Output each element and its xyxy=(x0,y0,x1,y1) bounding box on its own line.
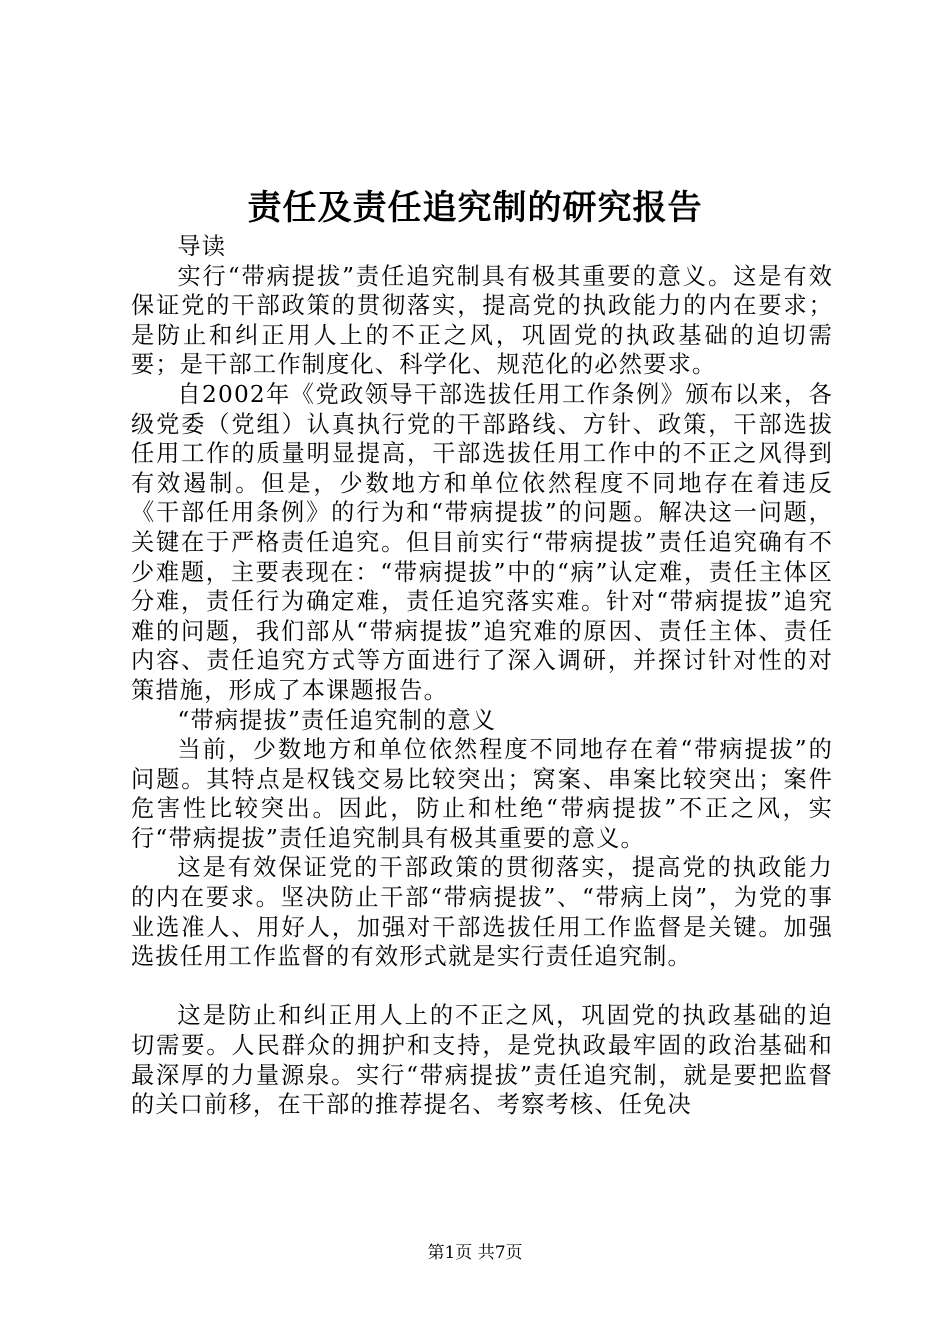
document-body xyxy=(131,232,833,1120)
section-heading: “带病提拔”责任追究制的意义 xyxy=(177,706,497,734)
paragraph: 当前，少数地方和单位依然程度不同地存在着“带病提拔”的问题。其特点是权钱交易比较突出；窝案、串案比较突出；案件危害性比较突出。因此，防止和杜绝“带病提拔”不正之风，实行“带病提拔”责任追究制具有极其重要的意义。 xyxy=(131,736,833,852)
intro-label: 导读 xyxy=(177,233,227,260)
document-title: 责任及责任追究制的研究报告 xyxy=(247,188,703,228)
paragraph: 实行“带病提拔”责任追究制具有极其重要的意义。这是有效保证党的干部政策的贯彻落实，提高党的执政能力的内在要求；是防止和纠正用人上的不正之风，巩固党的执政基础的迫切需要；是干部工作制度化、科学化、规范化的必然要求。 xyxy=(131,262,833,379)
paragraph: 这是有效保证党的干部政策的贯彻落实，提高党的执政能力的内在要求。坚决防止干部“带病提拔”、“带病上岗”，为党的事业选准人、用好人，加强对干部选拔任用工作监督是关键。加强选拔任用工作监督的有效形式就是实行责任追究制。 xyxy=(131,854,833,971)
paragraph: 自2002年《党政领导干部选拔任用工作条例》颁布以来，各级党委（党组）认真执行党的干部路线、方针、政策，干部选拔任用工作的质量明显提高，干部选拔任用工作中的不正之风得到有效遏制。但是，少数地方和单位依然程度不同地存在着违反《干部任用条例》的行为和“带病提拔”的问题。解决这一问题，关键在于严格责任追究。但目前实行“带病提拔”责任追究确有不少难题，主要表现在：“带病提拔”中的“病”认定难，责任主体区分难，责任行为确定难，责任追究落实难。针对“带病提拔”追究难的问题，我们部从“带病提拔”追究难的原因、责任主体、责任内容、责任追究方式等方面进行了深入调研，并探讨针对性的对策措施，形成了本课题报告。 xyxy=(131,380,833,704)
paragraph: 这是防止和纠正用人上的不正之风，巩固党的执政基础的迫切需要。人民群众的拥护和支持，是党执政最牢固的政治基础和最深厚的力量源泉。实行“带病提拔”责任追究制，就是要把监督的关口前移，在干部的推荐提名、考察考核、任免决 xyxy=(131,1002,833,1119)
page-number-footer: 第1页 共7页 xyxy=(427,1243,523,1263)
